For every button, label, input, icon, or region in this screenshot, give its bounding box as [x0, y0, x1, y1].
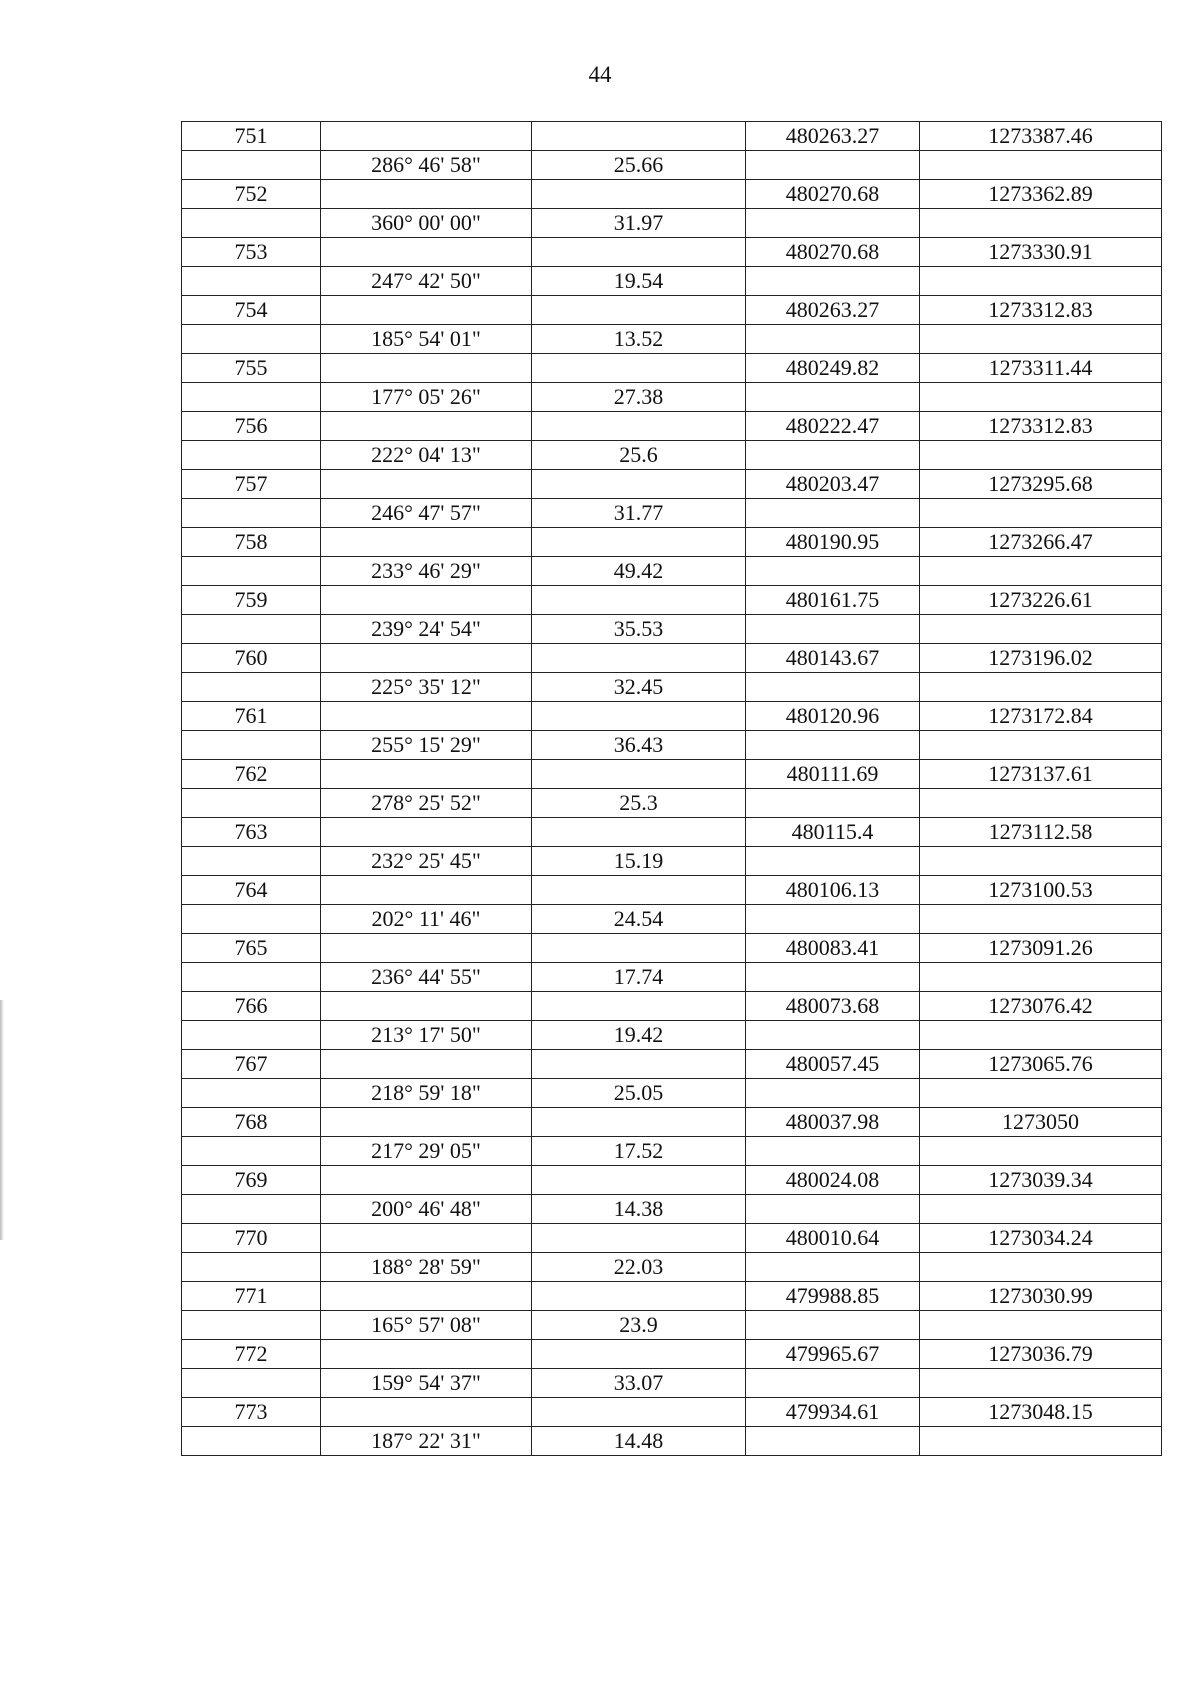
distance-cell: 36.43 [532, 731, 746, 760]
point-row [182, 1108, 1162, 1137]
empty-cell [532, 934, 746, 963]
empty-cell [321, 528, 532, 557]
x-coordinate-cell: 480222.47 [746, 412, 920, 441]
point-row [182, 1282, 1162, 1311]
empty-cell [182, 615, 321, 644]
y-coordinate-cell: 1273048.15 [920, 1398, 1162, 1427]
point-row [182, 354, 1162, 383]
empty-cell [920, 789, 1162, 818]
x-coordinate-cell: 480263.27 [746, 296, 920, 325]
point-id-cell: 770 [182, 1224, 321, 1253]
x-coordinate-cell: 480190.95 [746, 528, 920, 557]
point-row [182, 470, 1162, 499]
segment-row [182, 1021, 1162, 1050]
point-id-cell: 754 [182, 296, 321, 325]
empty-cell [920, 499, 1162, 528]
empty-cell [182, 847, 321, 876]
distance-cell: 33.07 [532, 1369, 746, 1398]
x-coordinate-cell: 480115.4 [746, 818, 920, 847]
empty-cell [532, 354, 746, 383]
empty-cell [532, 470, 746, 499]
point-id-cell: 763 [182, 818, 321, 847]
empty-cell [746, 325, 920, 354]
bearing-angle-cell: 200° 46' 48" [321, 1195, 532, 1224]
empty-cell [532, 528, 746, 557]
point-id-cell: 762 [182, 760, 321, 789]
y-coordinate-cell: 1273362.89 [920, 180, 1162, 209]
empty-cell [920, 383, 1162, 412]
point-id-cell: 757 [182, 470, 321, 499]
bearing-angle-cell: 165° 57' 08" [321, 1311, 532, 1340]
segment-row [182, 151, 1162, 180]
empty-cell [746, 1369, 920, 1398]
empty-cell [182, 963, 321, 992]
empty-cell [920, 441, 1162, 470]
bearing-angle-cell: 278° 25' 52" [321, 789, 532, 818]
empty-cell [182, 499, 321, 528]
empty-cell [182, 267, 321, 296]
empty-cell [321, 1108, 532, 1137]
segment-row [182, 383, 1162, 412]
point-id-cell: 767 [182, 1050, 321, 1079]
empty-cell [920, 615, 1162, 644]
empty-cell [532, 992, 746, 1021]
empty-cell [746, 963, 920, 992]
empty-cell [182, 1137, 321, 1166]
empty-cell [321, 1398, 532, 1427]
y-coordinate-cell: 1273312.83 [920, 412, 1162, 441]
point-id-cell: 759 [182, 586, 321, 615]
y-coordinate-cell: 1273226.61 [920, 586, 1162, 615]
x-coordinate-cell: 479988.85 [746, 1282, 920, 1311]
empty-cell [182, 1195, 321, 1224]
empty-cell [532, 702, 746, 731]
segment-row [182, 325, 1162, 354]
empty-cell [920, 1253, 1162, 1282]
distance-cell: 13.52 [532, 325, 746, 354]
empty-cell [746, 1311, 920, 1340]
empty-cell [532, 1340, 746, 1369]
empty-cell [920, 1021, 1162, 1050]
empty-cell [746, 1195, 920, 1224]
empty-cell [920, 1137, 1162, 1166]
point-id-cell: 771 [182, 1282, 321, 1311]
y-coordinate-cell: 1273076.42 [920, 992, 1162, 1021]
point-row [182, 760, 1162, 789]
segment-row [182, 673, 1162, 702]
point-id-cell: 772 [182, 1340, 321, 1369]
y-coordinate-cell: 1273330.91 [920, 238, 1162, 267]
point-id-cell: 764 [182, 876, 321, 905]
empty-cell [920, 847, 1162, 876]
x-coordinate-cell: 480270.68 [746, 180, 920, 209]
empty-cell [182, 383, 321, 412]
x-coordinate-cell: 480203.47 [746, 470, 920, 499]
empty-cell [532, 1282, 746, 1311]
empty-cell [920, 151, 1162, 180]
empty-cell [746, 905, 920, 934]
point-id-cell: 751 [182, 122, 321, 151]
x-coordinate-cell: 480083.41 [746, 934, 920, 963]
empty-cell [746, 731, 920, 760]
empty-cell [746, 847, 920, 876]
empty-cell [746, 267, 920, 296]
point-row [182, 180, 1162, 209]
empty-cell [920, 267, 1162, 296]
bearing-angle-cell: 185° 54' 01" [321, 325, 532, 354]
segment-row [182, 905, 1162, 934]
x-coordinate-cell: 480010.64 [746, 1224, 920, 1253]
empty-cell [746, 383, 920, 412]
distance-cell: 31.97 [532, 209, 746, 238]
point-row [182, 1166, 1162, 1195]
y-coordinate-cell: 1273065.76 [920, 1050, 1162, 1079]
y-coordinate-cell: 1273387.46 [920, 122, 1162, 151]
bearing-angle-cell: 233° 46' 29" [321, 557, 532, 586]
empty-cell [182, 209, 321, 238]
distance-cell: 17.74 [532, 963, 746, 992]
segment-row [182, 847, 1162, 876]
point-row [182, 1340, 1162, 1369]
empty-cell [321, 644, 532, 673]
x-coordinate-cell: 479965.67 [746, 1340, 920, 1369]
y-coordinate-cell: 1273311.44 [920, 354, 1162, 383]
point-row [182, 1050, 1162, 1079]
bearing-angle-cell: 218° 59' 18" [321, 1079, 532, 1108]
x-coordinate-cell: 480024.08 [746, 1166, 920, 1195]
point-row [182, 296, 1162, 325]
bearing-angle-cell: 202° 11' 46" [321, 905, 532, 934]
segment-row [182, 557, 1162, 586]
point-row [182, 702, 1162, 731]
empty-cell [532, 1108, 746, 1137]
point-row [182, 876, 1162, 905]
x-coordinate-cell: 480270.68 [746, 238, 920, 267]
empty-cell [920, 1195, 1162, 1224]
empty-cell [746, 1427, 920, 1456]
distance-cell: 32.45 [532, 673, 746, 702]
empty-cell [321, 1340, 532, 1369]
empty-cell [920, 1427, 1162, 1456]
segment-row [182, 1369, 1162, 1398]
point-row [182, 992, 1162, 1021]
y-coordinate-cell: 1273100.53 [920, 876, 1162, 905]
empty-cell [920, 325, 1162, 354]
bearing-angle-cell: 236° 44' 55" [321, 963, 532, 992]
empty-cell [321, 934, 532, 963]
empty-cell [182, 673, 321, 702]
bearing-angle-cell: 177° 05' 26" [321, 383, 532, 412]
segment-row [182, 1137, 1162, 1166]
empty-cell [321, 702, 532, 731]
segment-row [182, 963, 1162, 992]
empty-cell [532, 876, 746, 905]
segment-row [182, 615, 1162, 644]
y-coordinate-cell: 1273137.61 [920, 760, 1162, 789]
y-coordinate-cell: 1273039.34 [920, 1166, 1162, 1195]
distance-cell: 35.53 [532, 615, 746, 644]
y-coordinate-cell: 1273295.68 [920, 470, 1162, 499]
empty-cell [746, 615, 920, 644]
point-row [182, 122, 1162, 151]
distance-cell: 23.9 [532, 1311, 746, 1340]
empty-cell [532, 644, 746, 673]
empty-cell [746, 789, 920, 818]
bearing-angle-cell: 187° 22' 31" [321, 1427, 532, 1456]
empty-cell [920, 557, 1162, 586]
x-coordinate-cell: 480111.69 [746, 760, 920, 789]
y-coordinate-cell: 1273091.26 [920, 934, 1162, 963]
empty-cell [321, 180, 532, 209]
empty-cell [920, 1369, 1162, 1398]
y-coordinate-cell: 1273030.99 [920, 1282, 1162, 1311]
bearing-angle-cell: 247° 42' 50" [321, 267, 532, 296]
point-row [182, 644, 1162, 673]
distance-cell: 31.77 [532, 499, 746, 528]
empty-cell [532, 1224, 746, 1253]
point-id-cell: 752 [182, 180, 321, 209]
point-id-cell: 765 [182, 934, 321, 963]
bearing-angle-cell: 246° 47' 57" [321, 499, 532, 528]
empty-cell [321, 238, 532, 267]
point-id-cell: 766 [182, 992, 321, 1021]
x-coordinate-cell: 480161.75 [746, 586, 920, 615]
empty-cell [532, 1398, 746, 1427]
empty-cell [321, 122, 532, 151]
empty-cell [182, 441, 321, 470]
bearing-angle-cell: 159° 54' 37" [321, 1369, 532, 1398]
y-coordinate-cell: 1273312.83 [920, 296, 1162, 325]
distance-cell: 22.03 [532, 1253, 746, 1282]
point-row [182, 1224, 1162, 1253]
empty-cell [182, 1253, 321, 1282]
empty-cell [532, 122, 746, 151]
x-coordinate-cell: 480120.96 [746, 702, 920, 731]
point-id-cell: 769 [182, 1166, 321, 1195]
empty-cell [182, 905, 321, 934]
segment-row [182, 1195, 1162, 1224]
segment-row [182, 1311, 1162, 1340]
empty-cell [746, 1253, 920, 1282]
point-id-cell: 773 [182, 1398, 321, 1427]
empty-cell [920, 963, 1162, 992]
y-coordinate-cell: 1273172.84 [920, 702, 1162, 731]
point-id-cell: 761 [182, 702, 321, 731]
distance-cell: 25.66 [532, 151, 746, 180]
empty-cell [182, 1369, 321, 1398]
point-id-cell: 756 [182, 412, 321, 441]
point-row [182, 818, 1162, 847]
empty-cell [321, 470, 532, 499]
x-coordinate-cell: 480249.82 [746, 354, 920, 383]
point-id-cell: 755 [182, 354, 321, 383]
point-row [182, 238, 1162, 267]
empty-cell [532, 1050, 746, 1079]
empty-cell [321, 1166, 532, 1195]
empty-cell [746, 557, 920, 586]
bearing-angle-cell: 360° 00' 00" [321, 209, 532, 238]
x-coordinate-cell: 480106.13 [746, 876, 920, 905]
empty-cell [920, 209, 1162, 238]
distance-cell: 49.42 [532, 557, 746, 586]
point-id-cell: 768 [182, 1108, 321, 1137]
x-coordinate-cell: 480057.45 [746, 1050, 920, 1079]
empty-cell [321, 876, 532, 905]
point-id-cell: 760 [182, 644, 321, 673]
bearing-angle-cell: 222° 04' 13" [321, 441, 532, 470]
segment-row [182, 267, 1162, 296]
empty-cell [321, 412, 532, 441]
segment-row [182, 1253, 1162, 1282]
empty-cell [920, 905, 1162, 934]
coordinate-table-body [182, 122, 1162, 1456]
x-coordinate-cell: 480263.27 [746, 122, 920, 151]
x-coordinate-cell: 480143.67 [746, 644, 920, 673]
empty-cell [182, 1079, 321, 1108]
page-number: 44 [588, 62, 612, 87]
empty-cell [321, 818, 532, 847]
empty-cell [321, 296, 532, 325]
point-row [182, 1398, 1162, 1427]
point-row [182, 934, 1162, 963]
empty-cell [321, 586, 532, 615]
segment-row [182, 1079, 1162, 1108]
empty-cell [321, 1224, 532, 1253]
empty-cell [532, 818, 746, 847]
empty-cell [182, 1427, 321, 1456]
empty-cell [532, 296, 746, 325]
segment-row [182, 209, 1162, 238]
empty-cell [321, 1282, 532, 1311]
empty-cell [321, 1050, 532, 1079]
distance-cell: 25.6 [532, 441, 746, 470]
empty-cell [182, 789, 321, 818]
empty-cell [920, 1079, 1162, 1108]
empty-cell [532, 1166, 746, 1195]
empty-cell [746, 1021, 920, 1050]
empty-cell [532, 760, 746, 789]
distance-cell: 27.38 [532, 383, 746, 412]
empty-cell [746, 209, 920, 238]
x-coordinate-cell: 480037.98 [746, 1108, 920, 1137]
empty-cell [746, 151, 920, 180]
empty-cell [532, 180, 746, 209]
x-coordinate-cell: 480073.68 [746, 992, 920, 1021]
distance-cell: 25.3 [532, 789, 746, 818]
segment-row [182, 441, 1162, 470]
empty-cell [532, 586, 746, 615]
empty-cell [920, 1311, 1162, 1340]
empty-cell [321, 760, 532, 789]
distance-cell: 25.05 [532, 1079, 746, 1108]
bearing-angle-cell: 217° 29' 05" [321, 1137, 532, 1166]
coordinate-table [181, 121, 1162, 1456]
segment-row [182, 731, 1162, 760]
distance-cell: 24.54 [532, 905, 746, 934]
empty-cell [182, 731, 321, 760]
bearing-angle-cell: 255° 15' 29" [321, 731, 532, 760]
empty-cell [746, 499, 920, 528]
bearing-angle-cell: 239° 24' 54" [321, 615, 532, 644]
distance-cell: 17.52 [532, 1137, 746, 1166]
empty-cell [746, 673, 920, 702]
x-coordinate-cell: 479934.61 [746, 1398, 920, 1427]
bearing-angle-cell: 232° 25' 45" [321, 847, 532, 876]
y-coordinate-cell: 1273266.47 [920, 528, 1162, 557]
point-row [182, 528, 1162, 557]
point-row [182, 412, 1162, 441]
empty-cell [920, 731, 1162, 760]
empty-cell [182, 151, 321, 180]
empty-cell [182, 557, 321, 586]
point-id-cell: 753 [182, 238, 321, 267]
bearing-angle-cell: 286° 46' 58" [321, 151, 532, 180]
y-coordinate-cell: 1273112.58 [920, 818, 1162, 847]
bearing-angle-cell: 188° 28' 59" [321, 1253, 532, 1282]
empty-cell [746, 1137, 920, 1166]
segment-row [182, 789, 1162, 818]
empty-cell [182, 1021, 321, 1050]
scan-edge-artifact [0, 1000, 4, 1240]
segment-row [182, 499, 1162, 528]
empty-cell [321, 354, 532, 383]
segment-row [182, 1427, 1162, 1456]
empty-cell [920, 673, 1162, 702]
distance-cell: 15.19 [532, 847, 746, 876]
empty-cell [746, 441, 920, 470]
y-coordinate-cell: 1273034.24 [920, 1224, 1162, 1253]
distance-cell: 19.42 [532, 1021, 746, 1050]
y-coordinate-cell: 1273036.79 [920, 1340, 1162, 1369]
point-id-cell: 758 [182, 528, 321, 557]
y-coordinate-cell: 1273050 [920, 1108, 1162, 1137]
empty-cell [746, 1079, 920, 1108]
bearing-angle-cell: 213° 17' 50" [321, 1021, 532, 1050]
bearing-angle-cell: 225° 35' 12" [321, 673, 532, 702]
y-coordinate-cell: 1273196.02 [920, 644, 1162, 673]
distance-cell: 19.54 [532, 267, 746, 296]
empty-cell [321, 992, 532, 1021]
empty-cell [532, 412, 746, 441]
empty-cell [182, 1311, 321, 1340]
empty-cell [182, 325, 321, 354]
empty-cell [532, 238, 746, 267]
point-row [182, 586, 1162, 615]
distance-cell: 14.48 [532, 1427, 746, 1456]
distance-cell: 14.38 [532, 1195, 746, 1224]
